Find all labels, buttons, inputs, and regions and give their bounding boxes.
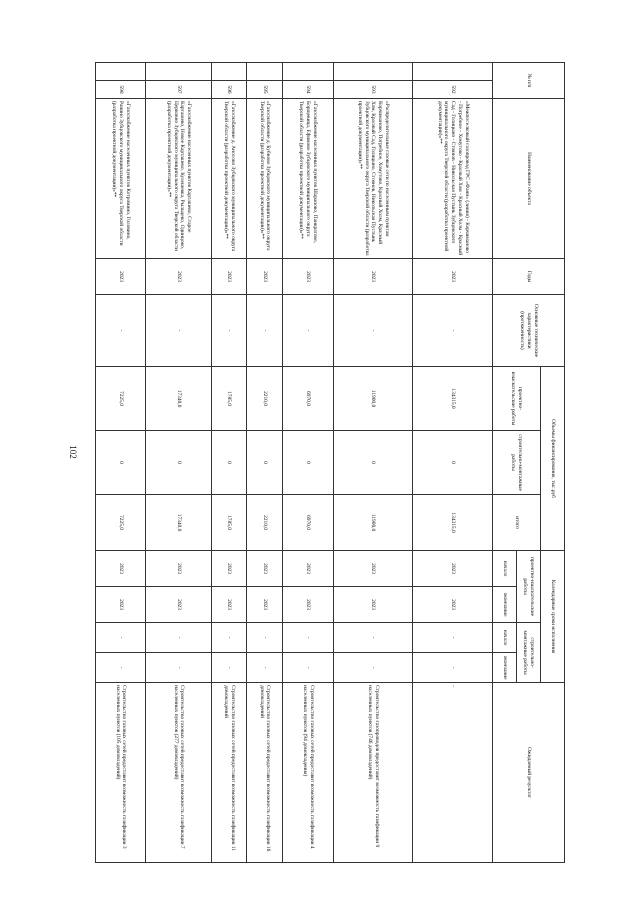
row-characteristics: -	[333, 295, 413, 367]
row-construction-cost: 0	[211, 431, 247, 495]
row-design-cost: 6970,0	[283, 367, 333, 431]
table-row	[146, 63, 211, 863]
row-construction-cost: 0	[96, 431, 146, 495]
row-design-start: 2023	[283, 551, 333, 587]
header-design-end: окончание	[493, 587, 517, 623]
row-construction-start: -	[247, 623, 283, 653]
row-design-end: 2023	[413, 587, 493, 623]
row-result: -	[413, 683, 493, 863]
row-num: 595	[247, 81, 283, 99]
header-funding: Объемы финансирования, тыс.руб	[541, 367, 565, 551]
header-result: Ожидаемый результат	[493, 683, 565, 863]
row-construction-end: -	[211, 653, 247, 683]
row-construction-start: -	[211, 623, 247, 653]
row-years: 2023	[333, 259, 413, 295]
row-result: Строительство газовых сетей предоставит возможность газификации 7 населенных пунктов (277 домовладений)	[146, 683, 211, 863]
header-characteristics: Основные технические характеристики (протяженность)	[493, 295, 565, 367]
row-design-cost: 11900,0	[333, 367, 413, 431]
row-design-end: 2023	[146, 587, 211, 623]
row-years: 2023	[211, 259, 247, 295]
header-schedule: Календарные сроки исполнения	[541, 551, 565, 683]
header-funding-total: итого	[493, 495, 541, 551]
page-number: 102	[67, 445, 78, 459]
row-design-cost: 134315,0	[413, 367, 493, 431]
row-design-cost: 2210,0	[247, 367, 283, 431]
row-num: 597	[146, 81, 211, 99]
row-design-end: 2023	[96, 587, 146, 623]
row-construction-cost: 0	[413, 431, 493, 495]
row-years: 2023	[146, 259, 211, 295]
row-num: 594	[283, 81, 333, 99]
header-schedule-design: проектно-изыскательские работы	[517, 551, 541, 623]
row-construction-end: -	[247, 653, 283, 683]
row-construction-start: -	[283, 623, 333, 653]
row-total-cost: 11900,0	[333, 495, 413, 551]
row-construction-cost: 0	[283, 431, 333, 495]
row-construction-start: -	[146, 623, 211, 653]
table-row	[247, 63, 283, 863]
row-num: 598	[96, 81, 146, 99]
header-design-start: начало	[493, 551, 517, 587]
row-construction-end: -	[96, 653, 146, 683]
header-num: № п/п	[493, 63, 565, 99]
row-construction-cost: 0	[247, 431, 283, 495]
row-name: «Межпоселковый газопровод ГРС «Фанн» (линия) - Корчиманово - Погребное - Хомутово - Красный Хом - Красный Холм - Красный Сад - Голицыно - Стоянов - Никольская Пустынь Зубцовского муниципального округа Тверской области (разработка проектной документации)»**	[413, 99, 493, 259]
row-name: «Газоснабжение д. Аносово Зубцовского муниципального округа Тверской области (разработка проектной документации)»**	[211, 99, 247, 259]
row-characteristics: -	[96, 295, 146, 367]
header-funding-construction: строительно-монтажные работы	[493, 431, 541, 495]
row-years: 2023	[283, 259, 333, 295]
row-name: «Газоснабжение населенных пунктов Котромино, Головино, Ранино Зубцовского муниципального округа Тверской области (разработка проектной документации)»**	[96, 99, 146, 259]
row-name: «Газоснабжение населенных пунктов Шарапово, Панкратово, Борщевица, Ефимово Зубцовского муниципального округа Тверской области (разработка проектной документации)»**	[283, 99, 333, 259]
row-construction-end: -	[283, 653, 333, 683]
row-spacer	[283, 63, 333, 81]
row-years: 2023	[96, 259, 146, 295]
row-construction-end: -	[146, 653, 211, 683]
row-construction-cost: 0	[333, 431, 413, 495]
row-spacer	[96, 63, 146, 81]
row-design-start: 2023	[413, 551, 493, 587]
row-name: «Распределительные газовые сети по населенным пунктам Корчиманово, Погребное, Хомутово, Красный Холм, Красный Хом, Красный Сад, Голицыно, Стоянов, Никольская Пустынь Зубцовского муниципального округа Тверской области (разработка проектной документации)»**	[333, 99, 413, 259]
table-row	[283, 63, 333, 863]
row-spacer	[211, 63, 247, 81]
header-name: Наименование объекта	[493, 99, 565, 259]
row-design-start: 2023	[247, 551, 283, 587]
row-total-cost: 2210,0	[247, 495, 283, 551]
row-construction-end: -	[413, 653, 493, 683]
row-years: 2023	[247, 259, 283, 295]
row-construction-cost: 0	[146, 431, 211, 495]
row-characteristics: -	[283, 295, 333, 367]
row-characteristics: -	[413, 295, 493, 367]
row-design-end: 2023	[247, 587, 283, 623]
row-design-cost: 7225,0	[96, 367, 146, 431]
row-design-start: 2023	[146, 551, 211, 587]
table-row	[333, 63, 413, 863]
row-spacer	[333, 63, 413, 81]
row-result: Строительство газовых сетей предоставит возможность газификации 16 домовладений	[247, 683, 283, 863]
row-design-start: 2023	[96, 551, 146, 587]
header-construction-end: окончание	[493, 653, 517, 683]
row-num: 593	[333, 81, 413, 99]
row-spacer	[146, 63, 211, 81]
row-total-cost: 134315,0	[413, 495, 493, 551]
row-total-cost: 17340,0	[146, 495, 211, 551]
header-construction-start: начало	[493, 623, 517, 653]
row-characteristics: -	[211, 295, 247, 367]
table-row	[211, 63, 247, 863]
row-design-end: 2023	[333, 587, 413, 623]
header-years: Годы	[493, 259, 565, 295]
row-num: 596	[211, 81, 247, 99]
row-construction-start: -	[413, 623, 493, 653]
row-num: 592	[413, 81, 493, 99]
table-row	[413, 63, 493, 863]
document-sheet	[95, 62, 565, 862]
row-design-cost: 1785,0	[211, 367, 247, 431]
rotated-table-wrapper	[95, 62, 565, 862]
row-spacer	[247, 63, 283, 81]
row-result: Строительство газовых сетей предоставит возможность газификации 4 населенных пунктов (94 домовладения)	[283, 683, 333, 863]
row-spacer	[413, 63, 493, 81]
header-schedule-construction: строительно-монтажные работы	[517, 623, 541, 683]
row-design-end: 2023	[211, 587, 247, 623]
investment-table	[95, 62, 565, 863]
row-result: Строительство газовых сетей предоставит возможность газификации 11 домовладений	[211, 683, 247, 863]
row-years: 2023	[413, 259, 493, 295]
row-construction-start: -	[96, 623, 146, 653]
row-design-end: 2023	[283, 587, 333, 623]
row-design-start: 2023	[211, 551, 247, 587]
header-funding-design: проектно-изыскательские работы	[493, 367, 541, 431]
row-result: Строительство газопроводов предоставит возможность газификации 9 населенных пунктов (746 домовладений)	[333, 683, 413, 863]
row-construction-end: -	[333, 653, 413, 683]
row-name: «Газоснабжение д. Бубново Зубцовского муниципального округа Тверской области (разработка проектной документации)»**	[247, 99, 283, 259]
row-characteristics: -	[247, 295, 283, 367]
row-total-cost: 1785,0	[211, 495, 247, 551]
table-row	[96, 63, 146, 863]
row-construction-start: -	[333, 623, 413, 653]
row-name: «Газоснабжение населенных пунктов Карташево, Старое Карташево, Новое Карташево, Кулешевка, Рыльцево, Одинцово, Церковно Зубцовского муниципального округа Тверской области (разработка проектной документации)»**	[146, 99, 211, 259]
row-total-cost: 7225,0	[96, 495, 146, 551]
row-result: Строительство газовых сетей предоставит возможность газификации 3 населенных пунктов (105 домовладений)	[96, 683, 146, 863]
row-total-cost: 6970,0	[283, 495, 333, 551]
row-characteristics: -	[146, 295, 211, 367]
row-design-start: 2023	[333, 551, 413, 587]
row-design-cost: 17340,0	[146, 367, 211, 431]
